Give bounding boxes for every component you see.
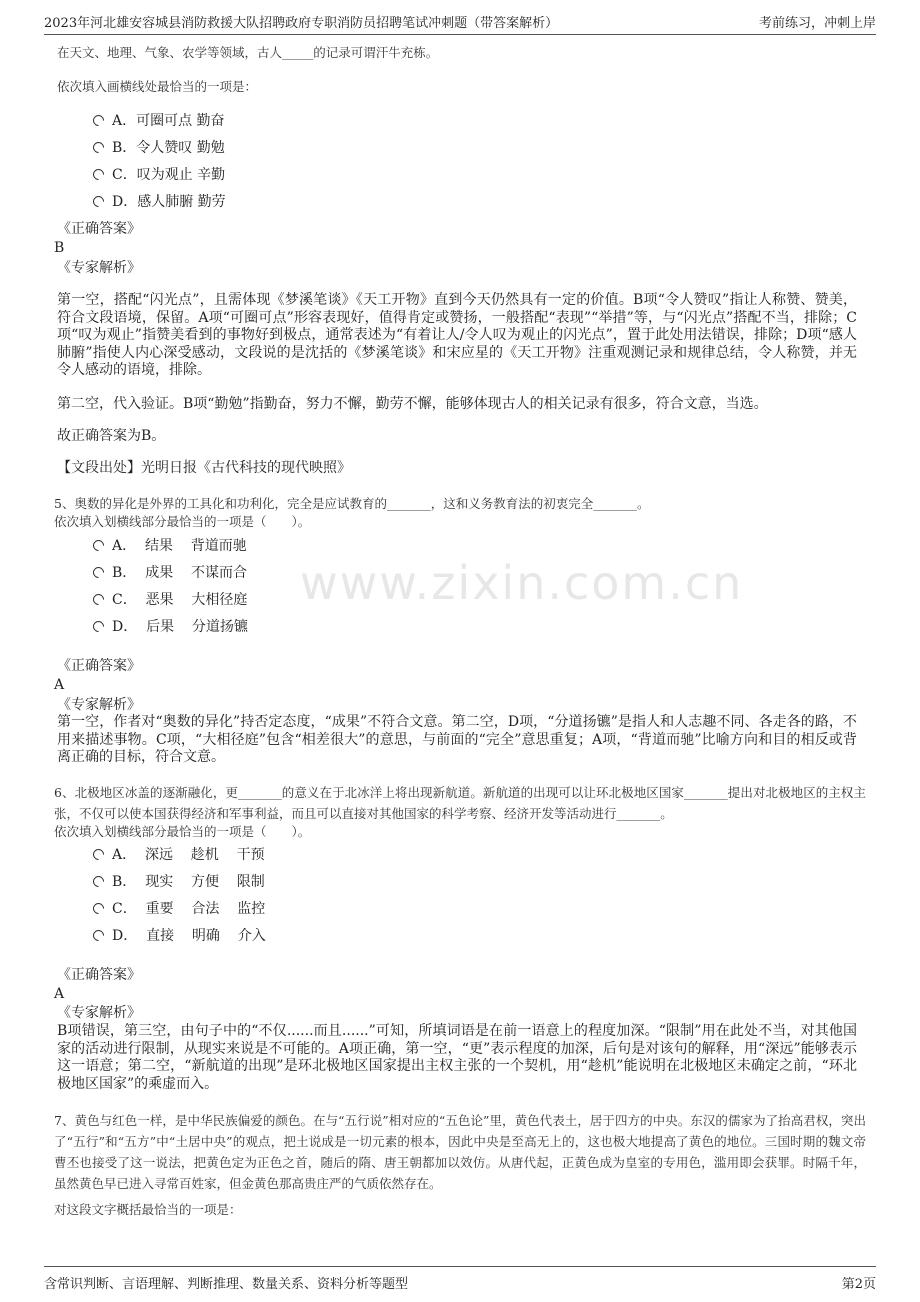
page-header <box>44 8 876 35</box>
radio-icon[interactable] <box>91 874 107 890</box>
q6-option-d[interactable]: D． 直接 明确 介入 <box>93 925 266 945</box>
q5-answer-label: 《正确答案》 <box>57 658 141 674</box>
q4-option-a[interactable]: A．可圈可点 勤奋 <box>93 110 225 130</box>
q6-option-c[interactable]: C． 重要 合法 监控 <box>93 898 265 918</box>
radio-icon[interactable] <box>91 901 107 917</box>
document-title: 2023年河北雄安容城县消防救援大队招聘政府专职消防员招聘笔试冲刺题（带答案解析） <box>44 16 559 31</box>
q5-option-b[interactable]: B． 成果 不谋而合 <box>93 562 247 582</box>
radio-icon[interactable] <box>91 538 107 554</box>
q4-option-c[interactable]: C．叹为观止 辛勤 <box>93 164 225 184</box>
q4-analysis-label: 《专家解析》 <box>57 260 141 276</box>
q6-instruction: 依次填入划横线部分最恰当的一项是（ ）。 <box>54 824 311 839</box>
q6-stem: 6、北极地区冰盖的逐渐融化，更_______的意义在于北冰洋上将出现新航道。新航道的出现可以让环北极地区国家_______提出对北极地区的主权主张，不仅可以使本国获得经济和军事利益，而且可以直接对其他国家的科学考察、经济开发等活动进行_______。 <box>54 785 866 821</box>
radio-icon[interactable] <box>91 619 107 635</box>
q6-answer-label: 《正确答案》 <box>57 967 141 983</box>
q4-answer-label: 《正确答案》 <box>57 221 141 237</box>
q6-analysis-label: 《专家解析》 <box>57 1005 141 1021</box>
radio-icon[interactable] <box>91 140 107 156</box>
q5-analysis: 第一空，作者对“奥数的异化”持否定态度，“成果”不符合文意。第二空，D项，“分道扬镳”是指人和人志趣不同、各走各的路，不用来描述事物。C项，“大相径庭”包含“相差很大”的意思，与前面的“完全”意思重复；A项，“背道而驰”比喻方向和目的相反或背离正确的目标，符合文意。 <box>57 714 857 765</box>
q4-stem: 在天文、地理、气象、农学等领域，古人_____的记录可谓汗牛充栋。 <box>57 45 439 60</box>
radio-icon[interactable] <box>91 167 107 183</box>
radio-icon[interactable] <box>91 592 107 608</box>
q4-analysis-p1: 第一空，搭配“闪光点”，且需体现《梦溪笔谈》《天工开物》直到今天仍然具有一定的价值。B项“令人赞叹”指让人称赞、赞美，符合文段语境，保留。A项“可圈可点”形容表现好，值得肯定或赞扬，一般搭配“表现”“举措”等，与“闪光点”搭配不当，排除；C项“叹为观止”指赞美看到的事物好到极点，通常表述为“有着让人/令人叹为观止的闪光点”，置于此处用法错误，排除；D项“感人肺腑”指使人内心深受感动，文段说的是沈括的《梦溪笔谈》和宋应星的《天工开物》注重观测记录和规律总结，令人称赞，并无令人感动的语境，排除。 <box>57 292 857 378</box>
q7-stem: 7、黄色与红色一样，是中华民族偏爱的颜色。在与“五行说”相对应的“五色论”里，黄色代表土，居于四方的中央。东汉的儒家为了抬高君权，突出了“五行”和“五方”中“土居中央”的观点，把土说成是一切元素的根本，因此中央是至高无上的，这也极大地提高了黄色的地位。三国时期的魏文帝曹丕也接受了这一说法，把黄色定为正色之首，随后的隋、唐王朝都加以效仿。从唐代起，正黄色成为皇室的专用色，滥用即会获罪。时隔千年，虽然黄色早已进入寻常百姓家，但金黄色那高贵庄严的气质依然存在。 <box>54 1113 866 1191</box>
radio-icon[interactable] <box>91 113 107 129</box>
radio-icon[interactable] <box>91 847 107 863</box>
q5-answer: A <box>54 677 65 693</box>
q4-analysis-p2: 第二空，代入验证。B项“勤勉”指勤奋，努力不懈，勤劳不懈，能够体现古人的相关记录有很多，符合文意，当选。 <box>57 396 768 412</box>
q7-instruction: 对这段文字概括最恰当的一项是： <box>54 1202 242 1217</box>
radio-icon[interactable] <box>91 565 107 581</box>
q5-option-d[interactable]: D． 后果 分道扬镳 <box>93 616 248 636</box>
q6-analysis: B项错误，第三空，由句子中的“不仅......而且......”可知，所填词语是在前一语意上的程度加深。“限制”用在此处不当，对其他国家的活动进行限制，从现实来说是不可能的。A项正确，第一空，“更”表示程度的加深，后句是对该句的解释，用“深远”能够表示这一语意；第二空，“新航道的出现”是环北极地区国家提出主权主张的一个契机，用“趁机”能说明在北极地区未确定之前，“环北极地区国家”的乘虚而入。 <box>57 1023 857 1092</box>
q4-instruction: 依次填入画横线处最恰当的一项是： <box>57 79 258 94</box>
watermark: www.zixin.com.cn <box>300 556 744 610</box>
q5-stem: 5、奥数的异化是外界的工具化和功利化，完全是应试教育的_______，这和义务教育法的初衷完全_______。 <box>54 496 650 511</box>
q5-analysis-label: 《专家解析》 <box>57 697 141 713</box>
footer-description: 含常识判断、言语理解、判断推理、数量关系、资料分析等题型 <box>44 1277 409 1292</box>
q4-analysis-p3: 故正确答案为B。 <box>57 428 166 444</box>
q6-option-b[interactable]: B． 现实 方便 限制 <box>93 871 265 891</box>
q6-answer: A <box>54 986 65 1002</box>
radio-icon[interactable] <box>91 928 107 944</box>
q4-source: 【文段出处】光明日报《古代科技的现代映照》 <box>57 460 351 476</box>
q5-instruction: 依次填入划横线部分最恰当的一项是（ ）。 <box>54 514 311 529</box>
q5-option-c[interactable]: C． 恶果 大相径庭 <box>93 589 247 609</box>
page-footer <box>44 1266 876 1295</box>
radio-icon[interactable] <box>91 194 107 210</box>
q5-option-a[interactable]: A． 结果 背道而驰 <box>93 535 247 555</box>
header-slogan: 考前练习，冲刺上岸 <box>758 16 876 31</box>
q4-option-d[interactable]: D．感人肺腑 勤劳 <box>93 191 226 211</box>
q4-option-b[interactable]: B．令人赞叹 勤勉 <box>93 137 225 157</box>
q6-option-a[interactable]: A． 深远 趁机 干预 <box>93 844 265 864</box>
q4-answer: B <box>54 240 65 256</box>
page-number: 第2页 <box>841 1277 876 1292</box>
